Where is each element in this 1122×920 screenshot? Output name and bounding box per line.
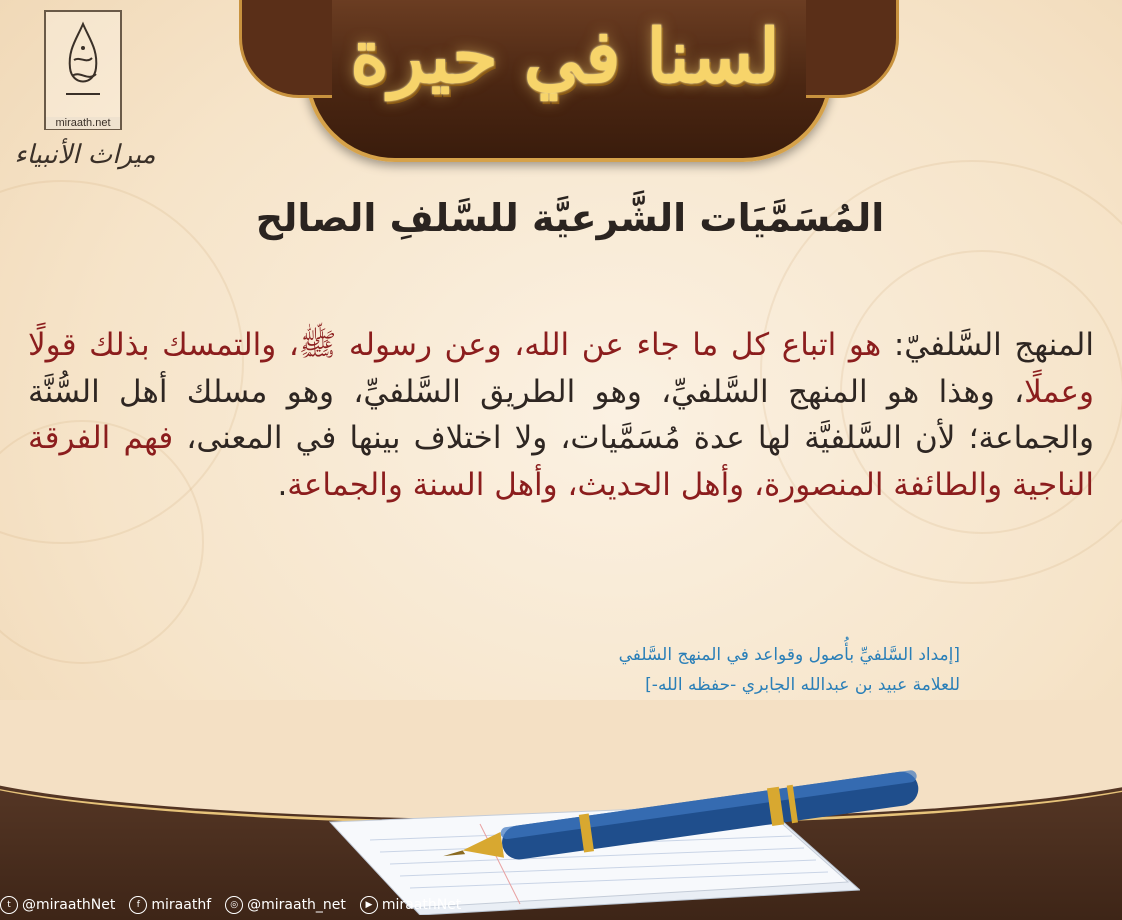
page-title: المُسَمَّيَات الشَّرعيَّة للسَّلفِ الصالح	[255, 196, 885, 240]
highlighted-text: فهم الفرقة الناجية والطائفة المنصورة، وأهل الحديث، وأهل السنة والجماعة	[28, 420, 1094, 503]
facebook-icon: f	[129, 896, 147, 914]
fountain-pen-icon	[440, 770, 960, 860]
reference-line-1: [إمداد السَّلفيِّ بأُصول وقواعد في المنهج السَّلفي	[618, 645, 960, 665]
twitter-icon: t	[0, 896, 18, 914]
social-handle: @miraath_net	[247, 897, 346, 913]
source-reference	[520, 640, 960, 700]
highlighted-text: هو اتباع كل ما جاء عن الله، وعن رسوله ﷺ، والتمسك بذلك قولًا وعملًا	[28, 327, 1094, 410]
social-handle: @miraathNet	[22, 897, 116, 913]
banner-title: لسنا في حيرة	[350, 14, 780, 100]
youtube-icon: ▶	[360, 896, 378, 914]
body-text-segment: .	[277, 466, 288, 503]
site-logo[interactable]	[44, 10, 122, 130]
social-link-facebook[interactable]	[129, 896, 211, 914]
top-banner	[305, 0, 825, 160]
social-links-bar	[0, 890, 475, 920]
social-link-youtube[interactable]	[360, 896, 461, 914]
social-link-instagram[interactable]	[225, 896, 346, 914]
instagram-icon: ◎	[225, 896, 243, 914]
body-text-segment: المنهج السَّلفيّ:	[881, 327, 1094, 363]
social-handle: miraathf	[151, 897, 212, 913]
logo-url: miraath.net	[46, 117, 120, 129]
calligraphy-logo-icon	[58, 20, 108, 108]
reference-line-2: للعلامة عبيد بن عبدالله الجابري -حفظه الله-]	[645, 675, 960, 695]
article-body	[28, 322, 1094, 508]
social-handle: miraathNet	[381, 897, 462, 913]
social-link-twitter[interactable]	[0, 896, 115, 914]
body-text-segment: ، وهذا هو المنهج السَّلفيِّ، وهو الطريق السَّلفيِّ، وهو مسلك أهل السُّنَّة والجماعة؛ لأن السَّلفيَّة لها عدة مُسَمَّيات، ولا اختلاف بينها في المعنى،	[28, 373, 1094, 457]
logo-name: ميراث الأنبياء	[14, 140, 156, 170]
